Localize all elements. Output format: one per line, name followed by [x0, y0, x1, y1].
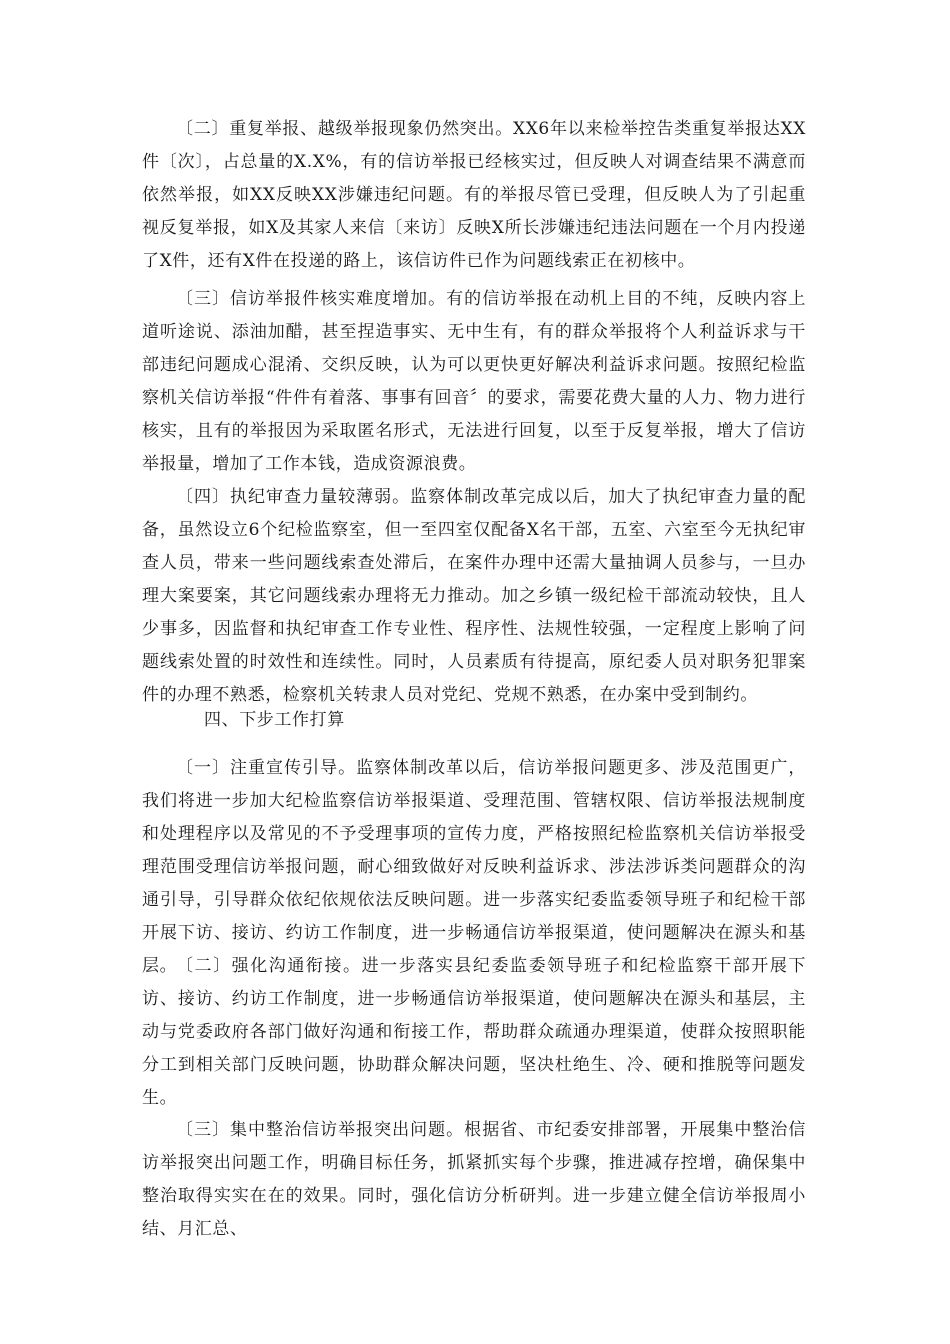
paragraph-rectification: 〔三〕集中整治信访举报突出问题。根据省、市纪委安排部署，开展集中整治信访举报突出问题工作，明确目标任务，抓紧抓实每个步骤，推进减存控增，确保集中整治取得实实在在的效果。同时，强化信访分析研判。进一步建立健全信访举报周小结、月汇总、 [142, 1120, 806, 1239]
paragraph-review-capacity: 〔四〕执纪审查力量较薄弱。监察体制改革完成以后，加大了执纪审查力量的配备，虽然设立6个纪检监察室，但一至四室仅配备X名干部，五室、六室至今无执纪审查人员，带来一些问题线索查处滞后，在案件办理中还需大量抽调人员参与，一旦办理大案要案，其它问题线索办理将无力推动。加之乡镇一级纪检干部流动较快，且人少事多，因监督和执纪审查工作专业性、程序性、法规性较强，一定程度上影响了问题线索处置的时效性和连续性。同时，人员素质有待提高，原纪委人员对职务犯罪案件的办理不熟悉，检察机关转隶人员对党纪、党规不熟悉，在办案中受到制约。 [142, 487, 806, 705]
paragraph-communication: 〔二〕强化沟通衔接。进一步落实县纪委监委领导班子和纪检监察干部开展下访、接访、约访工作制度，进一步畅通信访举报渠道，使问题解决在源头和基层，主动与党委政府各部门做好沟通和衔接工作，帮助群众疏通办理渠道，使群众按照职能分工到相关部门反映问题，协助群众解决问题，坚决杜绝生、冷、硬和推脱等问题发生。 [142, 956, 806, 1108]
paragraph-verification-difficulty: 〔三〕信访举报件核实难度增加。有的信访举报在动机上目的不纯，反映内容上道听途说、添油加醋，甚至捏造事实、无中生有，有的群众举报将个人利益诉求与干部违纪问题成心混淆、交织反映，认为可以更快更好解决利益诉求问题。按照纪检监察机关信访举报“件件有着落、事事有回音〞的要求，需要花费大量的人力、物力进行核实，且有的举报因为采取匿名形式，无法进行回复，以至于反复举报，增大了信访举报量，增加了工作本钱，造成资源浪费。 [142, 289, 806, 474]
paragraph-publicity-guidance: 〔一〕注重宣传引导。监察体制改革以后，信访举报问题更多、涉及范围更广，我们将进一步加大纪检监察信访举报渠道、受理范围、管辖权限、信访举报法规制度和处理程序以及常见的不予受理事项的宣传力度，严格按照纪检监察机关信访举报受理范围受理信访举报问题，耐心细致做好对反映利益诉求、涉法涉诉类问题群众的沟通引导，引导群众依纪依规依法反映问题。进一步落实纪委监委领导班子和纪检干部开展下访、接访、约访工作制度，进一步畅通信访举报渠道，使问题解决在源头和基层。 [142, 758, 806, 976]
paragraph-repeated-reports: 〔二〕重复举报、越级举报现象仍然突出。XX6年以来检举控告类重复举报达XX件〔次〕，占总量的X.X%，有的信访举报已经核实过，但反映人对调查结果不满意而依然举报，如XX反映XX涉嫌违纪问题。有的举报尽管已受理，但反映人为了引起重视反复举报，如X及其家人来信〔来访〕反映X所长涉嫌违纪违法问题在一个月内投递了X件，还有X件在投递的路上，该信访件已作为问题线索正在初核中。 [142, 119, 806, 271]
section-heading-next-steps: 四、下步工作打算 [204, 710, 345, 730]
